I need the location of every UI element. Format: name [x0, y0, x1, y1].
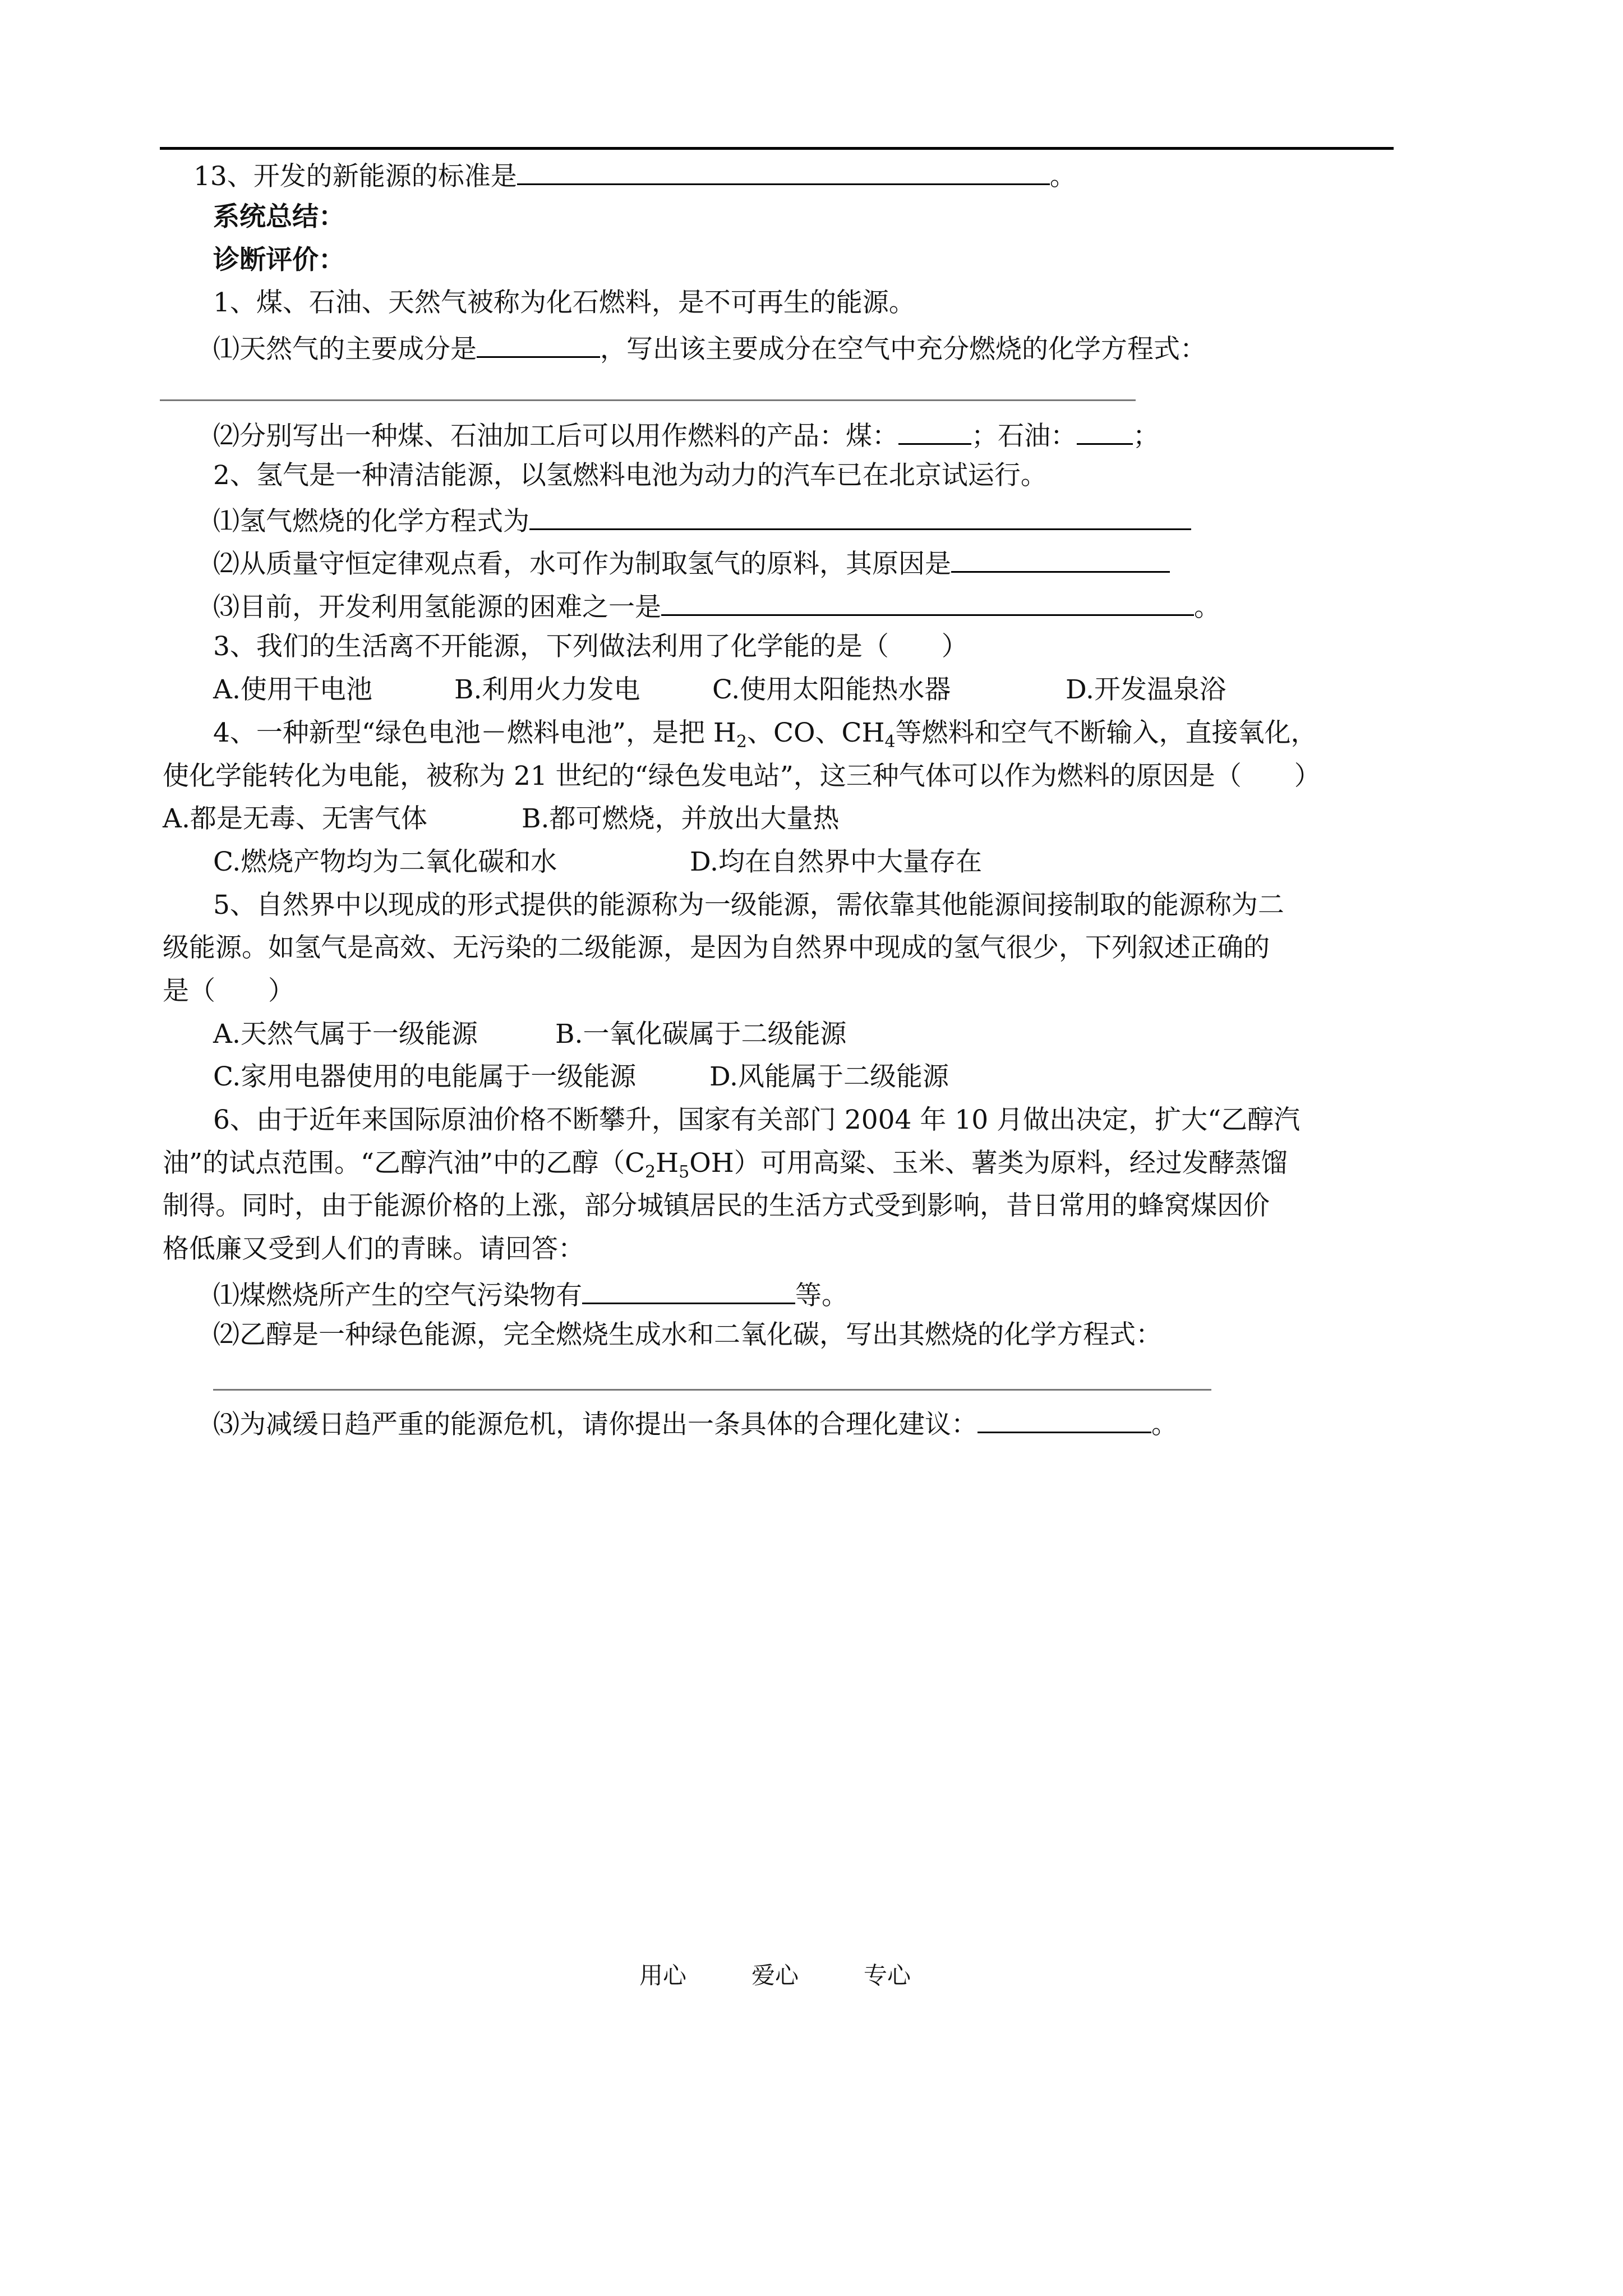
q2-blank-3: [661, 586, 1194, 616]
q5-choice-c: C.家用电器使用的电能属于一级能源: [213, 1061, 637, 1092]
q4-line-1: 4、一种新型“绿色电池－燃料电池”，是把 $H_2$、CO、$CH_4$等燃料和空气不断输入，直接氧化，: [213, 717, 1317, 752]
q4-choices-cd: [213, 844, 982, 880]
q6-part1: ⑴煤燃烧所产生的空气污染物有 等。: [213, 1274, 848, 1314]
q6-line-2: 油”的试点范围。“乙醇汽油”中的乙醇$(C_2H_5OH)$可用高粱、玉米、薯类为原料，经过发酵蒸馏: [163, 1148, 1288, 1182]
q4-choices-ab: [163, 801, 839, 837]
q5-line-3: 是（ ）: [163, 976, 294, 1006]
q6-answer-line: [213, 1389, 1211, 1391]
q6-line-4: 格低廉又受到人们的青睐。请回答：: [163, 1234, 584, 1264]
q4-line-2: 使化学能转化为电能，被称为 21 世纪的“绿色发电站”，这三种气体可以作为燃料的原因是（ ）: [163, 761, 1321, 792]
q6-part2: ⑵乙醇是一种绿色能源，完全燃烧生成水和二氧化碳，写出其燃烧的化学方程式：: [213, 1319, 1162, 1350]
q5-line-1: 5、自然界中以现成的形式提供的能源称为一级能源，需依靠其他能源间接制取的能源称为二: [213, 890, 1284, 921]
diagnosis-heading: 诊断评价：: [213, 245, 345, 275]
q2-blank-1: [529, 500, 1191, 530]
q3-choice-a: A.使用干电池: [213, 674, 372, 705]
q1-stem: 1、煤、石油、天然气被称为化石燃料，是不可再生的能源。: [213, 287, 915, 318]
q3-choices: [213, 672, 1226, 708]
q5-choice-d: D.风能属于二级能源: [709, 1061, 949, 1092]
q5-choice-b: B.一氧化碳属于二级能源: [555, 1019, 847, 1050]
footer-word-3: 专心: [864, 1962, 911, 1989]
q2-part1: ⑴氢气燃烧的化学方程式为: [213, 500, 1191, 540]
q3-choice-c: C.使用太阳能热水器: [712, 674, 951, 705]
q5-choices-cd: [213, 1059, 949, 1095]
q2-part3: ⑶目前，开发利用氢能源的困难之一是 。: [213, 586, 1220, 625]
q5-choices-ab: [213, 1016, 846, 1052]
q1-blank-1: [477, 328, 600, 358]
q6-line-1: 6、由于近年来国际原油价格不断攀升，国家有关部门 2004 年 10 月做出决定，扩大“乙醇汽: [213, 1105, 1301, 1135]
footer-word-1: 用心: [639, 1962, 687, 1989]
q1-answer-line: [160, 399, 1136, 401]
header-rule: [160, 147, 1394, 150]
q1-part2: ⑵分别写出一种煤、石油加工后可以用作燃料的产品：煤： ；石油： ；: [213, 415, 1159, 454]
q3-stem: 3、我们的生活离不开能源，下列做法利用了化学能的是（ ）: [213, 631, 968, 662]
q6-line-3: 制得。同时，由于能源价格的上涨，部分城镇居民的生活方式受到影响，昔日常用的蜂窝煤因价: [163, 1190, 1270, 1221]
q2-part2: ⑵从质量守恒定律观点看，水可作为制取氢气的原料，其原因是: [213, 543, 1170, 582]
q2-stem: 2、氢气是一种清洁能源，以氢燃料电池为动力的汽车已在北京试运行。: [213, 460, 1047, 491]
q5-choice-a: A.天然气属于一级能源: [213, 1019, 478, 1050]
q13-blank: [517, 155, 1050, 185]
q1-part1: ⑴天然气的主要成分是 ，写出该主要成分在空气中充分燃烧的化学方程式：: [213, 328, 1206, 367]
q4-choice-b: B.都可燃烧，并放出大量热: [522, 803, 840, 834]
q1-blank-coal: [898, 415, 971, 445]
footer-word-2: 爱心: [751, 1962, 799, 1989]
q2-blank-2: [951, 543, 1170, 573]
q4-choice-d: D.均在自然界中大量存在: [690, 846, 982, 877]
q13-line: 13、开发的新能源的标准是 。: [193, 155, 1076, 195]
q6-blank-3: [978, 1404, 1151, 1433]
q4-choice-a: A.都是无毒、无害气体: [163, 803, 427, 834]
q6-blank-1: [582, 1274, 795, 1304]
summary-heading: 系统总结：: [213, 201, 345, 232]
q4-choice-c: C.燃烧产物均为二氧化碳和水: [213, 846, 557, 877]
q6-part3: ⑶为减缓日趋严重的能源危机，请你提出一条具体的合理化建议： 。: [213, 1404, 1178, 1443]
q5-line-2: 级能源。如氢气是高效、无污染的二级能源，是因为自然界中现成的氢气很少，下列叙述正确的: [163, 932, 1270, 963]
q3-choice-b: B.利用火力发电: [454, 674, 640, 705]
q1-blank-oil: [1077, 415, 1133, 445]
q3-choice-d: D.开发温泉浴: [1066, 674, 1226, 705]
